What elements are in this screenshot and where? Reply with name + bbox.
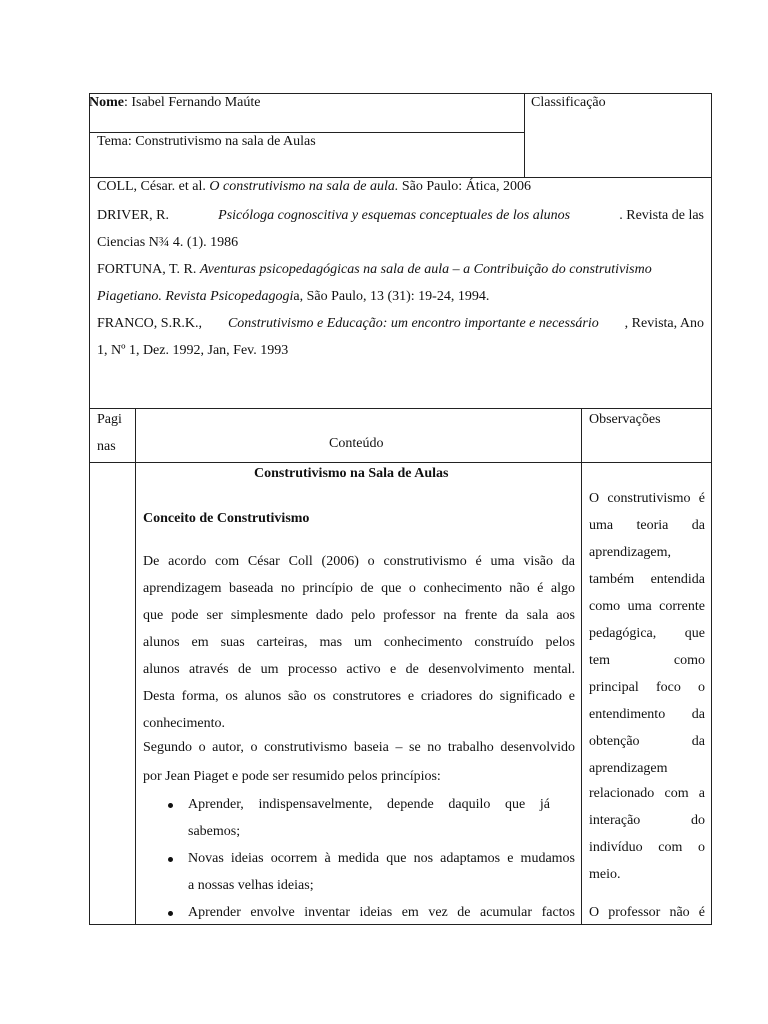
paginas-header: Pagi [97,412,122,427]
reference-title: Aventuras psicopedagógicas na sala de aula – a Contribuição do construtivismo [199,262,652,277]
border [711,93,712,925]
paragraph-line: por Jean Piaget e pode ser resumido pelos princípios: [143,769,441,784]
observacao-line: pedagógica, que [589,626,705,641]
observacao-line: O construtivismo é [589,491,705,506]
nome-value: : Isabel Fernando Maúte [124,95,261,110]
border [581,408,582,925]
reference-1 [97,180,531,194]
paragraph-line: alunos através de um processo activo e de desenvolvimento mental. [143,662,575,677]
observacao-line: obtenção da [589,734,705,749]
reference-title: Psicóloga cognoscitiva y esquemas conceptuales de los alunos [218,208,571,223]
paragraph-line: alunos em suas carteiras, mas um conhecimento construído pelos [143,635,575,650]
reference-text: COLL, César. et al. [97,179,210,194]
border [89,177,712,178]
observacoes-header: Observações [589,412,661,427]
paragraph-line: conhecimento. [143,716,226,731]
reference-title: O construtivismo na sala de aula. [209,179,399,194]
reference-text: . Revista de las [619,208,704,223]
bullet-item: a nossas velhas ideias; [188,878,314,893]
reference-3-line-2 [97,290,489,304]
observacao-line: também entendida [589,572,705,587]
observacao-line: meio. [589,867,621,882]
paragraph-line: que pode ser simplesmente dado pelo professor na frente da sala aos [143,608,575,623]
observacao-line: principal foco o [589,680,705,695]
content-title: Construtivismo na Sala de Aulas [254,466,449,481]
border [524,93,525,178]
observacao-line: uma teoria da [589,518,705,533]
reference-2-line-2: Ciencias N¾ 4. (1). 1986 [97,235,239,250]
paragraph-line: Desta forma, os alunos são os construtores e criadores do significado e [143,689,575,704]
nome-label: Nome [89,95,124,110]
reference-3-line-1 [97,263,652,277]
observacao-line: como uma corrente [589,599,705,614]
reference-title: Construtivismo e Educação: um encontro importante e necessário [227,316,599,331]
border [89,132,524,133]
border [89,93,90,925]
reference-text: São Paulo: Ática, 2006 [398,179,531,194]
paginas-header-2: nas [97,439,116,454]
reference-text: a, São Paulo, 13 (31): 19-24, 1994. [293,289,490,304]
observacao-line: interação do [589,813,705,828]
reference-text: DRIVER, R. [97,208,169,223]
bullet-dot [168,911,173,916]
border [89,462,712,463]
bullet-item: Aprender, indispensavelmente, depende daquilo que já [188,797,550,812]
classificacao-label: Classificação [531,95,606,110]
bullet-item: Aprender envolve inventar ideias em vez de acumular factos [188,905,575,920]
border [135,408,136,925]
observacao-line: indivíduo com o [589,840,705,855]
border [89,93,712,94]
border [89,408,712,409]
nome-field [89,96,260,110]
reference-text: FORTUNA, T. R. [97,262,200,277]
bullet-dot [168,857,173,862]
reference-4-line-1 [97,317,704,331]
observacao-line: tem como [589,653,705,668]
paragraph-line: aprendizagem baseada no princípio de que o conhecimento não é algo [143,581,575,596]
bullet-item: Novas ideias ocorrem à medida que nos adaptamos e mudamos [188,851,575,866]
observacao-line: aprendizagem, [589,545,672,560]
reference-4-line-2: 1, Nº 1, Dez. 1992, Jan, Fev. 1993 [97,343,289,358]
tema-field: Tema: Construtivismo na sala de Aulas [97,134,316,149]
bullet-dot [168,803,173,808]
conteudo-header: Conteúdo [329,436,384,451]
content-subtitle: Conceito de Construtivismo [143,511,310,526]
observacao-line: relacionado com a [589,786,705,801]
reference-text: , Revista, Ano [624,316,704,331]
reference-title: Piagetiano. Revista Psicopedagogi [97,289,294,304]
reference-text: FRANCO, S.R.K., [97,316,203,331]
border [89,924,712,925]
observacao-line: aprendizagem [589,761,668,776]
observacao-line: O professor não é [589,905,705,920]
paragraph-line: Segundo o autor, o construtivismo baseia – se no trabalho desenvolvido [143,740,575,755]
reference-2-line-1 [97,209,704,223]
observacao-line: entendimento da [589,707,705,722]
bullet-item: sabemos; [188,824,241,839]
paragraph-line: De acordo com César Coll (2006) o construtivismo é uma visão da [143,554,575,569]
